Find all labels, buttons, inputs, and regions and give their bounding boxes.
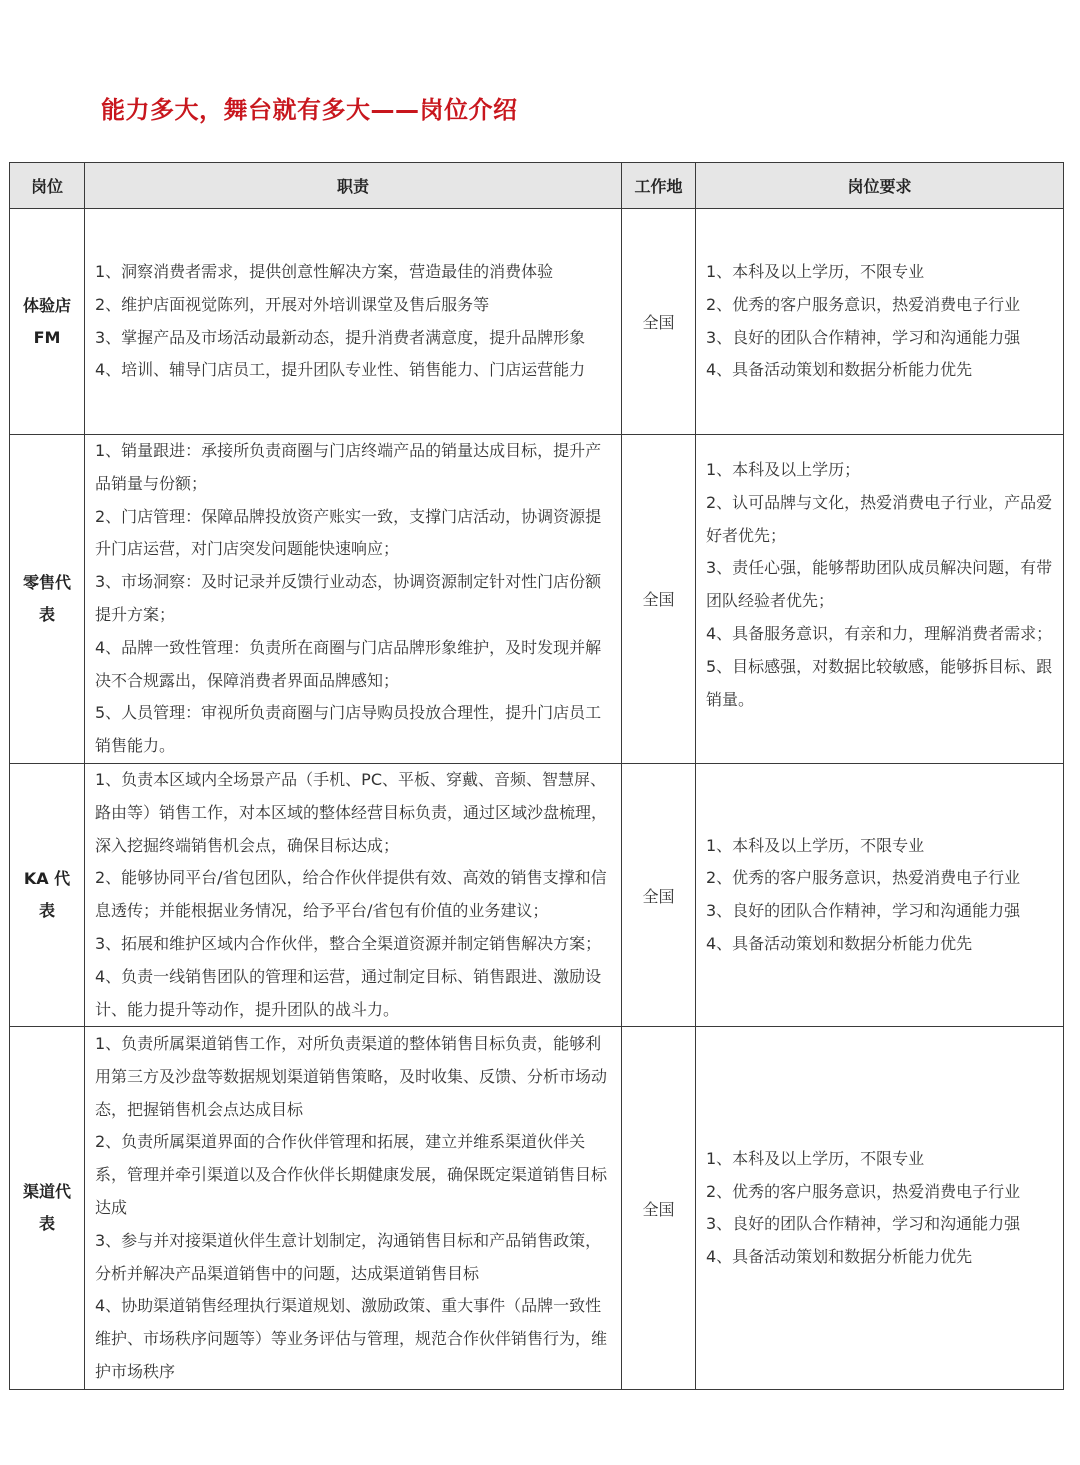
requirement-item: 4、具备服务意识，有亲和力，理解消费者需求； — [706, 623, 1053, 643]
requirement-item: 3、责任心强，能够帮助团队成员解决问题，有带团队经验者优先； — [706, 558, 1053, 611]
table-header-row — [10, 163, 1064, 209]
table-row — [10, 209, 1064, 435]
position-cell — [10, 435, 85, 764]
duties-cell — [85, 763, 622, 1026]
location-cell: 全国 — [622, 435, 696, 764]
requirement-item: 5、目标感强，对数据比较敏感，能够拆目标、跟销量。 — [706, 656, 1053, 709]
duty-item: 1、洞察消费者需求，提供创意性解决方案，营造最佳的消费体验 — [95, 261, 554, 281]
duties-cell — [85, 435, 622, 764]
requirement-item: 3、良好的团队合作精神，学习和沟通能力强 — [706, 1214, 1021, 1234]
location-cell: 全国 — [622, 763, 696, 1026]
header-duties: 职责 — [85, 163, 622, 209]
requirement-item: 4、具备活动策划和数据分析能力优先 — [706, 933, 973, 953]
position-line: 体验店 — [22, 295, 71, 315]
requirement-item: 1、本科及以上学历，不限专业 — [706, 1148, 925, 1168]
duty-item: 5、人员管理：审视所负责商圈与门店导购员投放合理性，提升门店员工销售能力。 — [95, 703, 602, 756]
position-line: 表 — [38, 1214, 55, 1234]
duty-item: 1、销量跟进：承接所负责商圈与门店终端产品的销量达成目标，提升产品销量与份额； — [95, 441, 602, 493]
duties-cell — [85, 209, 622, 435]
requirement-item: 3、良好的团队合作精神，学习和沟通能力强 — [706, 327, 1021, 347]
duty-item: 4、品牌一致性管理：负责所在商圈与门店品牌形象维护，及时发现并解决不合规露出，保障消费者界面品牌感知； — [95, 637, 602, 690]
position-cell — [10, 1027, 85, 1390]
header-requirements: 岗位要求 — [696, 163, 1064, 209]
page-title: 能力多大，舞台就有多大——岗位介绍 — [101, 96, 518, 124]
table-row — [10, 1027, 1064, 1390]
requirement-item: 2、优秀的客户服务意识，热爱消费电子行业 — [706, 868, 1021, 888]
requirement-item: 2、认可品牌与文化，热爱消费电子行业，产品爱好者优先； — [706, 492, 1053, 545]
duty-item: 3、拓展和维护区域内合作伙伴，整合全渠道资源并制定销售解决方案； — [95, 933, 602, 953]
duty-item: 4、协助渠道销售经理执行渠道规划、激励政策、重大事件（品牌一致性维护、市场秩序问题等）等业务评估与管理，规范合作伙伴销售行为，维护市场秩序 — [95, 1296, 608, 1381]
duty-item: 3、市场洞察：及时记录并反馈行业动态，协调资源制定针对性门店份额提升方案； — [95, 572, 602, 624]
header-location: 工作地 — [622, 163, 696, 209]
requirement-item: 3、良好的团队合作精神，学习和沟通能力强 — [706, 901, 1021, 921]
duty-item: 1、负责所属渠道销售工作，对所负责渠道的整体销售目标负责，能够利用第三方及沙盘等数据规划渠道销售策略，及时收集、反馈、分析市场动态，把握销售机会点达成目标 — [95, 1033, 608, 1119]
requirements-cell — [696, 1027, 1064, 1390]
table-row — [10, 435, 1064, 764]
position-cell — [10, 209, 85, 435]
position-line: KA 代 — [23, 869, 71, 889]
location-cell: 全国 — [622, 1027, 696, 1390]
duty-item: 4、培训、辅导门店员工，提升团队专业性、销售能力、门店运营能力 — [95, 360, 586, 380]
duty-item: 2、门店管理：保障品牌投放资产账实一致，支撑门店活动，协调资源提升门店运营，对门店突发问题能快速响应； — [95, 506, 602, 559]
requirement-item: 1、本科及以上学历； — [706, 460, 861, 479]
requirements-cell — [696, 763, 1064, 1026]
duty-item: 4、负责一线销售团队的管理和运营，通过制定目标、销售跟进、激励设计、能力提升等动作，提升团队的战斗力。 — [95, 966, 602, 1019]
position-line: 表 — [38, 604, 55, 624]
position-line: 渠道代 — [22, 1182, 71, 1202]
position-line: 零售代 — [22, 572, 71, 592]
position-line: 表 — [38, 901, 55, 921]
requirement-item: 1、本科及以上学历，不限专业 — [706, 261, 925, 281]
requirements-cell — [696, 209, 1064, 435]
duty-item: 3、参与并对接渠道伙伴生意计划制定，沟通销售目标和产品销售政策，分析并解决产品渠道销售中的问题，达成渠道销售目标 — [95, 1230, 602, 1283]
requirement-item: 4、具备活动策划和数据分析能力优先 — [706, 1247, 973, 1267]
table-row — [10, 763, 1064, 1026]
requirement-item: 1、本科及以上学历，不限专业 — [706, 835, 925, 855]
duty-item: 1、负责本区域内全场景产品（手机、PC、平板、穿戴、音频、智慧屏、路由等）销售工作，对本区域的整体经营目标负责，通过区域沙盘梳理，深入挖掘终端销售机会点，确保目标达成； — [95, 769, 608, 855]
duty-item: 2、能够协同平台/省包团队，给合作伙伴提供有效、高效的销售支撑和信息透传；并能根据业务情况，给予平台/省包有价值的业务建议； — [95, 868, 607, 921]
position-cell — [10, 763, 85, 1026]
location-cell: 全国 — [622, 209, 696, 435]
requirement-item: 2、优秀的客户服务意识，热爱消费电子行业 — [706, 294, 1021, 314]
requirement-item: 4、具备活动策划和数据分析能力优先 — [706, 360, 973, 380]
duty-item: 2、负责所属渠道界面的合作伙伴管理和拓展，建立并维系渠道伙伴关系，管理并牵引渠道以及合作伙伴长期健康发展，确保既定渠道销售目标达成 — [95, 1132, 608, 1217]
job-table — [9, 162, 1064, 1390]
duty-item: 2、维护店面视觉陈列，开展对外培训课堂及售后服务等 — [95, 294, 490, 314]
requirements-cell — [696, 435, 1064, 764]
duty-item: 3、掌握产品及市场活动最新动态，提升消费者满意度，提升品牌形象 — [95, 327, 586, 347]
header-position: 岗位 — [10, 163, 85, 209]
position-line: FM — [33, 327, 61, 347]
requirement-item: 2、优秀的客户服务意识，热爱消费电子行业 — [706, 1181, 1021, 1201]
duties-cell — [85, 1027, 622, 1390]
